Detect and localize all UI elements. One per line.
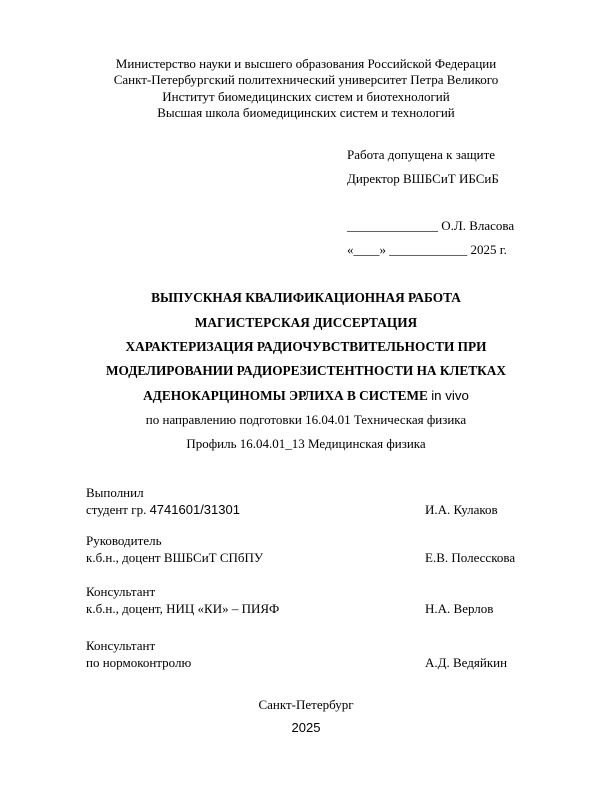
thesis-title-line-1: ХАРАКТЕРИЗАЦИЯ РАДИОЧУВСТВИТЕЛЬНОСТИ ПРИ [125,339,487,354]
school-line: Высшая школа биомедицинских систем и технологий [157,105,455,120]
author-group [86,502,240,518]
author-group-label: студент гр. [86,502,147,517]
supervisor-name: Е.В. Полесскова [425,550,516,565]
author-group-number: 4741601/31301 [149,502,240,517]
director-text: Директор ВШБСиТ ИБСиБ [347,171,499,186]
year: 2025 [291,720,321,735]
ministry-line: Министерство науки и высшего образования Российской Федерации [115,56,497,71]
approval-text: Работа допущена к защите [347,147,496,162]
thesis-title-line-2: МОДЕЛИРОВАНИИ РАДИОРЕЗИСТЕНТНОСТИ НА КЛЕТКАХ [105,363,506,378]
thesis-title-line-3 [0,388,612,404]
work-subtype: МАГИСТЕРСКАЯ ДИССЕРТАЦИЯ [194,315,418,330]
consultant-1-detail: к.б.н., доцент, НИЦ «КИ» – ПИЯФ [86,601,280,616]
supervisor-detail: к.б.н., доцент ВШБСиТ СПбПУ [86,550,264,565]
work-type: ВЫПУСКНАЯ КВАЛИФИКАЦИОННАЯ РАБОТА [151,290,461,305]
university-line: Санкт-Петербургский политехнический университет Петра Великого [113,72,499,87]
study-direction: по направлению подготовки 16.04.01 Техническая физика [145,412,467,427]
thesis-title-in-vivo: in vivo [431,388,469,403]
supervisor-role: Руководитель [86,533,162,548]
approval-date: «____» ____________ 2025 г. [347,242,507,257]
study-profile: Профиль 16.04.01_13 Медицинская физика [186,436,426,451]
author-role: Выполнил [86,485,144,500]
thesis-title-line-3-text: АДЕНОКАРЦИНОМЫ ЭРЛИХА В СИСТЕМЕ [143,388,428,403]
consultant-2-name: А.Д. Ведяйкин [425,655,508,670]
consultant-2-detail: по нормоконтролю [86,655,192,670]
director-signature: ______________ О.Л. Власова [347,218,515,233]
consultant-2-role: Консультант [86,638,156,653]
institute-line: Институт биомедицинских систем и биотехнологий [162,89,450,104]
city: Санкт-Петербург [258,697,354,712]
author-name: И.А. Кулаков [425,502,498,517]
consultant-1-name: Н.А. Верлов [425,601,494,616]
consultant-1-role: Консультант [86,584,156,599]
